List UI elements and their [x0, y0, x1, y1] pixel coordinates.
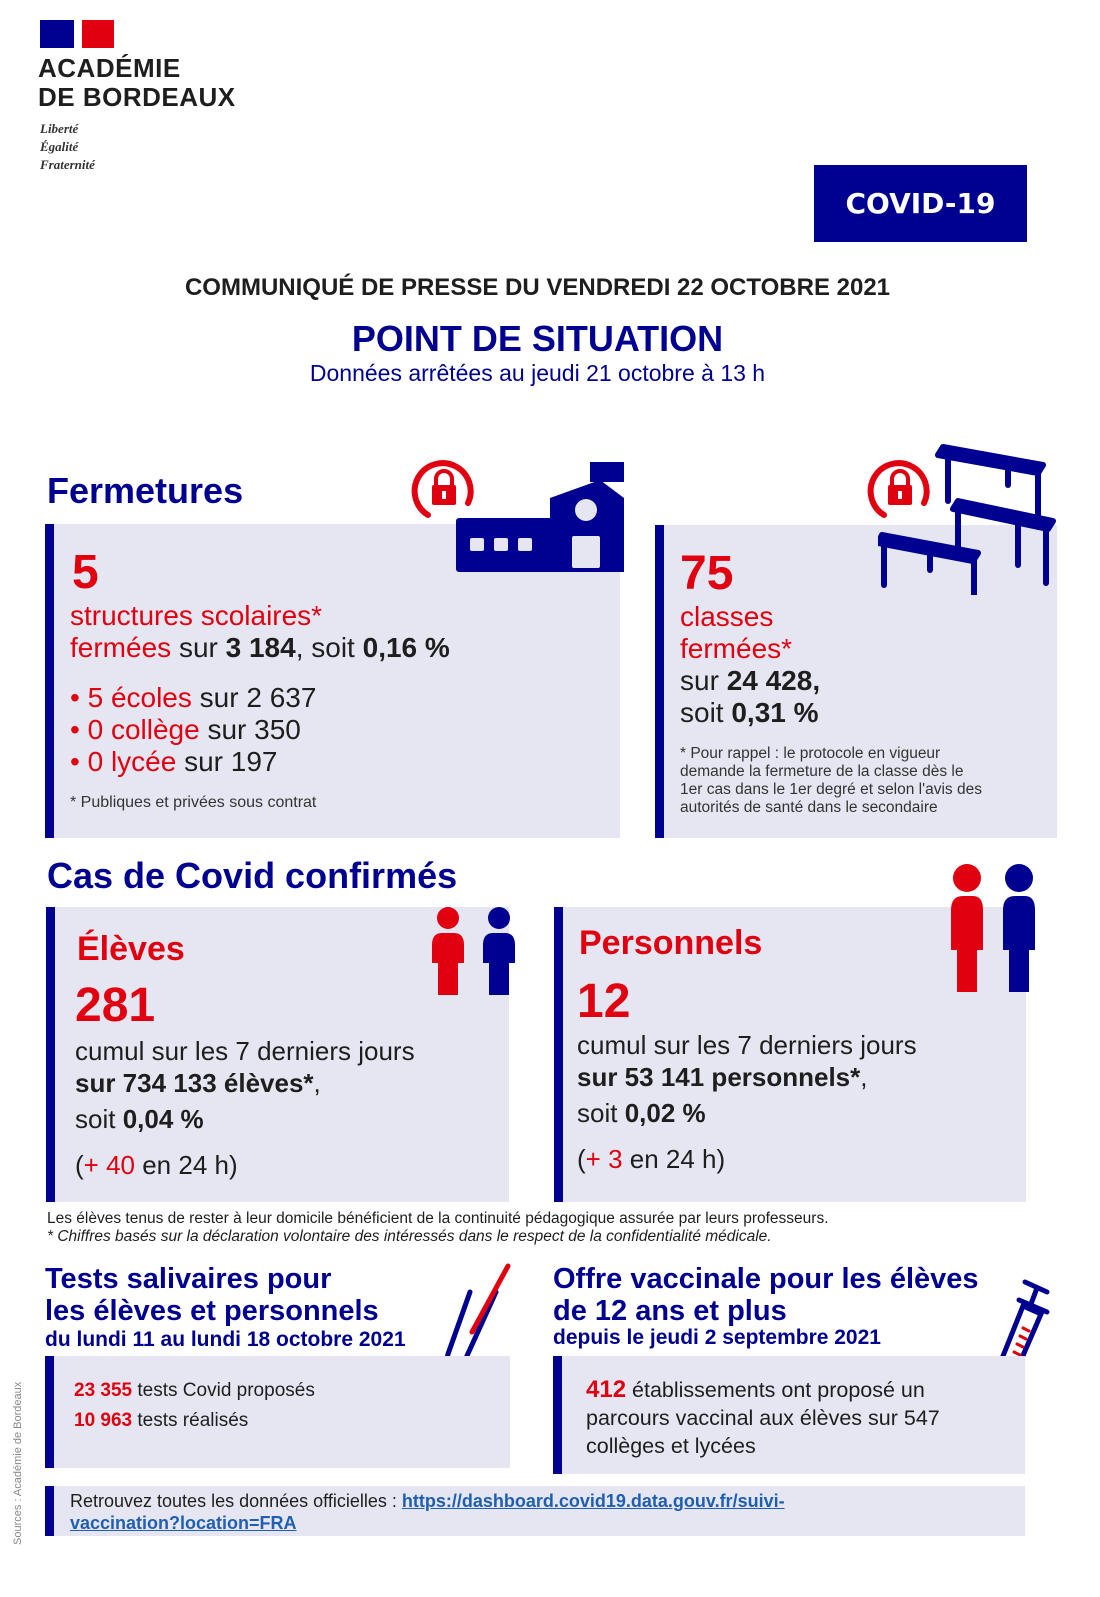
eleves-percent-line: soit 0,04 %: [75, 1104, 204, 1134]
school-desks-icon: [878, 435, 1063, 595]
tests-done: 10 963 tests réalisés: [74, 1410, 249, 1431]
motto-egalite: Égalité: [40, 139, 79, 154]
breakdown-ecoles: • 5 écoles sur 2 637: [70, 682, 317, 713]
eleves-percent: 0,04 %: [122, 1104, 204, 1134]
personnels-cumul: cumul sur les 7 derniers jours: [577, 1030, 917, 1060]
classes-total: 24 428,: [726, 665, 821, 696]
classes-total-line: [680, 665, 820, 697]
structures-sur: sur: [178, 632, 218, 663]
vaccine-count: 412: [586, 1376, 627, 1403]
classes-label-1: classes: [680, 601, 774, 632]
vaccine-panel: [553, 1356, 1025, 1474]
eleves-total: sur 734 133 élèves*,: [75, 1068, 321, 1098]
republique-flag-logo: [40, 20, 114, 48]
continuity-note: Les élèves tenus de rester à leur domicile bénéficient de la continuité pédagogique assurée par leurs professeurs.: [47, 1210, 829, 1227]
tests-heading: Tests salivaires pour les élèves et personnels: [45, 1263, 379, 1327]
voluntary-declaration-note: * Chiffres basés sur la déclaration volontaire des intéressés dans le respect de la confidentialité médicale.: [47, 1228, 772, 1245]
school-building-icon: [452, 450, 632, 580]
page-subtitle: Données arrêtées au jeudi 21 octobre à 13 h: [309, 360, 766, 386]
footer-panel: [45, 1486, 1025, 1536]
classes-label-2: fermées*: [680, 633, 793, 664]
structures-total: 3 184: [225, 632, 296, 663]
page-title: POINT DE SITUATION: [351, 318, 724, 359]
sources-label: Sources : Académie de Bordeaux: [12, 1381, 24, 1545]
eleves-count: 281: [75, 979, 156, 1032]
dashboard-link[interactable]: https://dashboard.covid19.data.gouv.fr/suivi-: [401, 1491, 785, 1511]
dashboard-link-continued[interactable]: vaccination?location=FRA: [70, 1513, 297, 1533]
cas-notes: [47, 1210, 829, 1246]
covid-badge: COVID-19: [814, 165, 1027, 242]
classes-percent-line: [680, 697, 819, 729]
logo-line-1: ACADÉMIE: [38, 53, 181, 83]
vaccine-period: depuis le jeudi 2 septembre 2021: [553, 1326, 881, 1349]
vaccine-heading: Offre vaccinale pour les élèves de 12 ans et plus: [553, 1263, 979, 1327]
academie-logo-text: [38, 54, 236, 112]
classes-footnote: * Pour rappel : le protocole en vigueur demande la fermeture de la classe dès le 1er cas dans le 1er degré et selon l'avis des autorités de santé dans le secondaire: [680, 745, 982, 816]
logo-line-2: DE BORDEAUX: [38, 82, 236, 112]
cas-covid-heading: Cas de Covid confirmés: [47, 855, 458, 896]
footer-label: Retrouvez toutes les données officielles :: [70, 1491, 402, 1511]
personnels-delta: (+ 3 en 24 h): [577, 1144, 726, 1174]
structures-ratio: [70, 632, 450, 664]
motto-fraternite: Fraternité: [40, 157, 95, 172]
tests-proposed: 23 355 tests Covid proposés: [74, 1380, 315, 1401]
classes-soit: soit: [680, 697, 724, 728]
personnels-percent: 0,02 %: [624, 1098, 706, 1128]
eleves-delta: (+ 40 en 24 h): [75, 1150, 238, 1180]
personnels-title: Personnels: [579, 924, 763, 962]
people-icon: [428, 905, 520, 997]
classes-sur: sur: [680, 665, 719, 696]
eleves-title: Élèves: [77, 930, 185, 968]
breakdown-colleges: • 0 collège sur 350: [70, 714, 301, 745]
classes-percent: 0,31 %: [731, 697, 819, 728]
structures-count: 5: [72, 546, 99, 599]
personnels-percent-line: soit 0,02 %: [577, 1098, 706, 1128]
footer-text: [70, 1490, 785, 1534]
personnels-total: sur 53 141 personnels*,: [577, 1062, 868, 1092]
structures-fermees: fermées: [70, 632, 172, 663]
personnels-count: 12: [577, 975, 631, 1028]
republic-motto: [40, 120, 95, 174]
press-release-title: COMMUNIQUÉ DE PRESSE DU VENDREDI 22 OCTOBRE 2021: [184, 274, 891, 301]
vaccine-text: 412 établissements ont proposé un parcours vaccinal aux élèves sur 547 collèges et lycées: [586, 1376, 940, 1458]
tests-panel: [45, 1356, 510, 1468]
motto-liberte: Liberté: [40, 121, 79, 136]
structures-footnote: * Publiques et privées sous contrat: [70, 794, 317, 811]
classes-count: 75: [680, 547, 734, 600]
breakdown-lycees: • 0 lycée sur 197: [70, 746, 278, 777]
people-icon: [945, 862, 1041, 994]
eleves-cumul: cumul sur les 7 derniers jours: [75, 1036, 415, 1066]
structures-label: structures scolaires*: [70, 600, 323, 631]
structures-percent: 0,16 %: [362, 632, 450, 663]
tests-period: du lundi 11 au lundi 18 octobre 2021: [45, 1328, 406, 1351]
fermetures-heading: Fermetures: [47, 470, 244, 511]
structures-soit: , soit: [295, 632, 355, 663]
structures-breakdown: [70, 682, 316, 778]
